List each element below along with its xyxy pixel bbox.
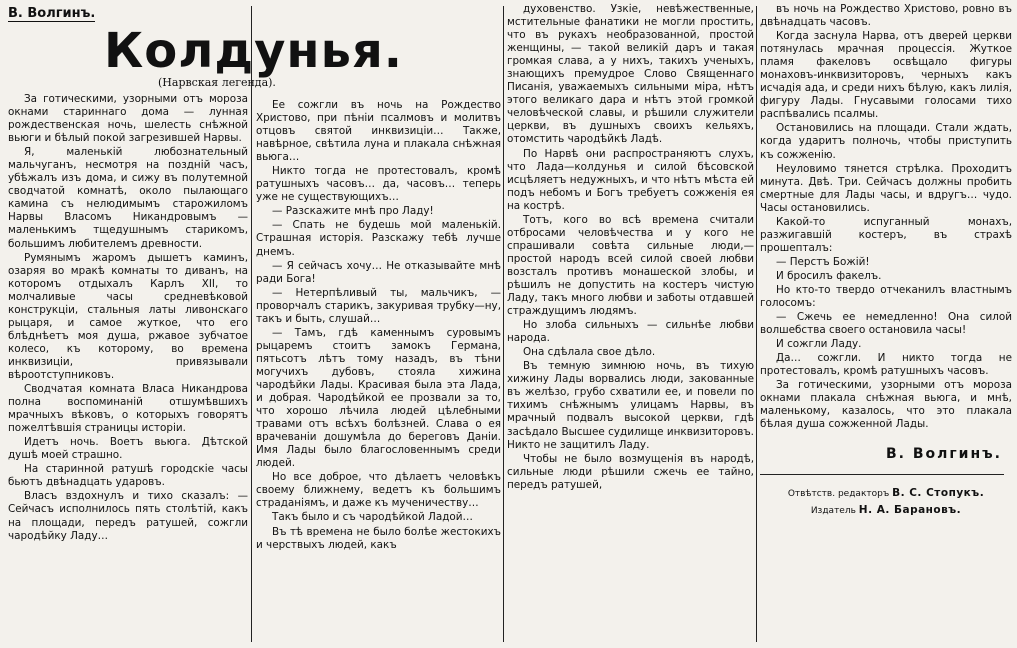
publisher-line <box>760 502 1012 519</box>
editor-label: Отвѣтств. редакторъ <box>787 488 890 499</box>
author-byline-top: В. Волгинъ. <box>8 6 96 21</box>
column-divider <box>251 6 252 642</box>
paragraph: Ее сожгли въ ночь на Рождество Христово, при пѣніи псалмовъ и молитвъ отцовъ святой инквизиціи… Также, навѣрное, свѣтила луна и плакала снѣжная вьюга… <box>256 99 501 164</box>
column-3 <box>507 0 754 648</box>
paragraph: И сожгли Ладу. <box>776 338 862 351</box>
paragraph: Когда заснула Нарва, отъ дверей церкви потянулась мрачная процессія. Жуткое пламя факеловъ освѣщало фигуры монаховъ-инквизиторовъ, черныхъ какъ исчадія ада, и среди нихъ бѣлую, какъ лилія, фигуру Лады. Гнусавыми голосами тихо распѣвались псалмы. <box>760 30 1012 121</box>
paragraph: Но злоба сильныхъ — сильнѣе любви народа. <box>507 319 754 345</box>
author-signature: В. Волгинъ. <box>885 445 1002 462</box>
paragraph: Чтобы не было возмущенія въ народѣ, сильные люди рѣшили сжечь ее тайно, передъ ратушей, <box>507 452 754 491</box>
paragraph: Тотъ, кого во всѣ времена считали отбросами человѣчества и у кого не спрашивали совѣта сильные люди,—простой народъ всей силой своей любви возсталъ противъ монашеской злобы, и рѣшилъ не допустить на костеръ чистую Ладу, такъ много любви и заботы отдавшей страждущимъ людямъ. <box>507 213 754 318</box>
paragraph: Неуловимо тянется стрѣлка. Проходитъ минута. Двѣ. Три. Сейчасъ должны пробить смертные для Лады часы, и вдругъ… чудо. Часы остановились. <box>760 162 1012 214</box>
paragraph: — Разскажите мнѣ про Ладу! <box>272 205 434 218</box>
paragraph: — Перстъ Божій! <box>776 255 870 268</box>
column-3-paragraphs <box>507 3 754 492</box>
column-divider <box>503 6 504 642</box>
paragraph: Никто тогда не протестовалъ, кромѣ ратушныхъ часовъ… да, часовъ… теперь уже не существующихъ… <box>256 165 501 204</box>
paragraph: И бросилъ факелъ. <box>776 269 882 282</box>
paragraph: По Нарвѣ они распространяютъ слухъ, что Лада—колдунья и силой бѣсовской исцѣляетъ недужныхъ, и что нѣтъ мѣста ей подъ небомъ и Богъ требуетъ сожженія ея на кострѣ. <box>507 147 754 212</box>
paragraph: Въ тѣ времена не было болѣе жестокихъ и черствыхъ людей, какъ <box>256 525 501 551</box>
paragraph: Да… сожгли. И никто тогда не протестовалъ, кромѣ ратушныхъ часовъ. <box>760 352 1012 378</box>
paragraph: Но все доброе, что дѣлаетъ человѣкъ своему ближнему, ведетъ къ большимъ страданіямъ, и даже къ мученичеству… <box>256 471 501 510</box>
paragraph: Сводчатая комната Власа Никандрова полна воспоминаній отшумѣвшихъ мрачныхъ вѣковъ, о которыхъ говорятъ пожелтѣвшія страницы исторіи. <box>8 383 248 435</box>
column-4 <box>760 0 1012 648</box>
paragraph: въ ночь на Рождество Христово, ровно въ двѣнадцать часовъ. <box>760 3 1012 29</box>
paragraph: На старинной ратушѣ городскіе часы бьютъ двѣнадцать ударовъ. <box>8 463 248 489</box>
column-divider <box>756 6 757 642</box>
paragraph: — Сжечь ее немедленно! Она силой волшебства своего остановила часы! <box>760 311 1012 337</box>
column-2-paragraphs <box>256 99 501 552</box>
publisher-name: Н. А. Барановъ. <box>858 503 962 516</box>
paragraph: Идетъ ночь. Воетъ вьюга. Дѣтской душѣ моей страшно. <box>8 436 248 462</box>
column-2 <box>256 0 501 648</box>
publisher-label: Издатель <box>810 505 856 516</box>
paragraph: — Нетерпѣливый ты, мальчикъ, — проворчалъ старикъ, закуривая трубку—ну, такъ и быть, слушай… <box>256 286 501 325</box>
column-1-paragraphs <box>8 93 248 543</box>
footer-divider <box>760 474 1004 475</box>
editor-line <box>760 485 1012 502</box>
paragraph: Остановились на площади. Стали ждать, когда ударитъ полночь, чтобы приступить къ сожженію. <box>760 122 1012 161</box>
paragraph: Она сдѣлала свое дѣло. <box>523 346 656 359</box>
paragraph: Какой-то испуганный монахъ, разжигавшій костеръ, въ страхѣ прошепталъ: <box>760 215 1012 254</box>
editor-name: В. С. Стопукъ. <box>892 486 985 499</box>
paragraph: За готическими, узорными отъ мороза окнами стариннаго дома — лунная рождественская ночь, шелесть снѣжной вьюги и бѣлый покой загрезившей Нарвы. <box>8 93 248 145</box>
article-subtitle: (Нарвская легенда). <box>158 76 276 89</box>
column-4-paragraphs <box>760 3 1012 432</box>
paragraph: — Я сейчасъ хочу… Не отказывайте мнѣ ради Бога! <box>256 259 501 285</box>
paragraph: Въ темную зимнюю ночь, въ тихую хижину Лады ворвались люди, закованные въ желѣзо, грубо схватили ее, и повели по тихимъ снѣжнымъ улицамъ Нарвы, въ мрачный подвалъ высокой церкви, гдѣ засѣдало Высшее судилище инквизиторовъ. Никто не защитилъ Ладу. <box>507 360 754 451</box>
paragraph: духовенство. Узкіе, невѣжественные, мстительные фанатики не могли простить, что въ рукахъ необразованной, простой женщины, — такой великій даръ и такая громкая слава, а у нихъ, такихъ ученыхъ, знающихъ премудрое Слово Священнаго Писанія, уважаемыхъ сильными міра, нѣтъ этого великаго дара и нѣтъ этой громкой человѣческой славы, и рѣшили служители церкви, въ душныхъ своихъ кельяхъ, отомстить чародѣйкѣ Ладѣ. <box>507 3 754 146</box>
paragraph: Румянымъ жаромъ дышетъ каминъ, озаряя во мракѣ комнаты то диванъ, на которомъ отдыхалъ Карлъ XII, то молчаливые часы средневѣковой конструкціи, стальныя латы ливонскаго рыцаря, и самое жуткое, что его блѣднѣетъ моя душа, ржавое зубчатое колесо, къ которому, во времена инквизиціи, привязывали вѣроотступниковъ. <box>8 251 248 381</box>
paragraph: Но кто-то твердо отчеканилъ властнымъ голосомъ: <box>760 283 1012 310</box>
paragraph: За готическими, узорными отъ мороза окнами плакала снѣжная вьюга, и мнѣ, маленькому, казалось, что это плакала бѣлая душа сожженной Лады. <box>760 379 1012 431</box>
paragraph: — Тамъ, гдѣ каменнымъ суровымъ рыцаремъ стоитъ замокъ Германа, пятьсотъ лѣтъ тому назадъ, въ тѣни могучихъ дубовъ, стояла хижина чародѣйки Лады. Красивая была эта Лада, и добрая. Чародѣйкой ее прозвали за то, что хорошо лѣчила людей цѣлебными травами отъ всѣхъ болѣзней. Слава о ея врачеваніи дошумѣла до береговъ Даніи. Имя Лады было благословеннымъ среди людей. <box>256 326 501 470</box>
paragraph: — Спать не будешь мой маленькій. Страшная исторія. Разскажу тебѣ лучше днемъ. <box>256 219 501 258</box>
paragraph: Такъ было и съ чародѣйкой Ладой… <box>272 511 473 524</box>
article-title: Колдунья. <box>104 23 403 79</box>
paragraph: Власъ вздохнулъ и тихо сказалъ: — Сейчасъ исполнилось пять столѣтій, какъ на площади, передъ ратушей, сожгли чародѣйку Ладу… <box>8 490 248 542</box>
paragraph: Я, маленькій любознательный мальчуганъ, несмотря на поздній часъ, убѣжалъ изъ дома, и сижу въ полутемной сводчатой комнатѣ, около пылающаго камина съ нелюдимымъ старожиломъ Нарвы Власомъ Никандровымъ — маленькимъ тщедушнымъ старикомъ, большимъ любителемъ древности. <box>8 146 248 250</box>
